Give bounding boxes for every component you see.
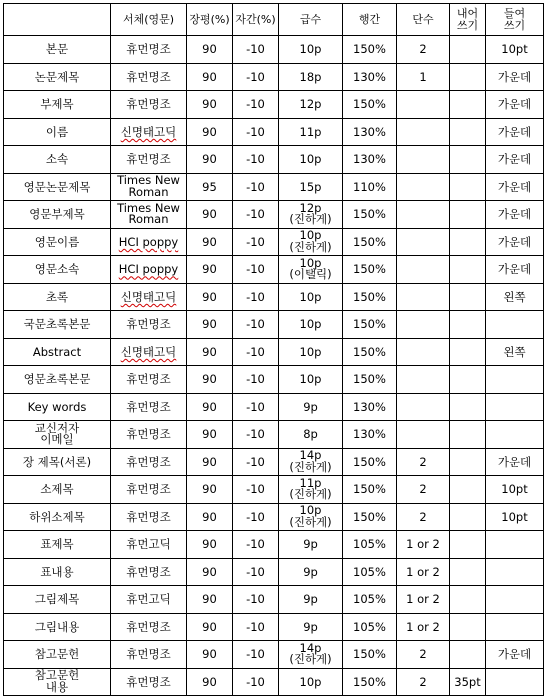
- table-row: [4, 63, 544, 91]
- style-name-cell: 그림내용: [4, 613, 111, 641]
- indent-cell: 가운데: [486, 256, 544, 284]
- indent-cell: 가운데: [486, 201, 544, 229]
- scale-cell: 90: [187, 586, 233, 614]
- outdent-cell: [450, 228, 486, 256]
- size-cell: 9p: [279, 531, 343, 559]
- leading-cell: 130%: [343, 393, 397, 421]
- font-cell: 신명태고딕: [111, 118, 187, 146]
- style-name-cell: 국문초록본문: [4, 311, 111, 339]
- size-cell: 12p: [279, 91, 343, 119]
- scale-cell: 90: [187, 91, 233, 119]
- spacing-cell: -10: [233, 36, 279, 64]
- spacing-cell: -10: [233, 118, 279, 146]
- table-row: [4, 613, 544, 641]
- table-row: [4, 393, 544, 421]
- outdent-cell: [450, 63, 486, 91]
- style-name-cell: 논문제목: [4, 63, 111, 91]
- indent-cell: 왼쪽: [486, 338, 544, 366]
- outdent-cell: [450, 503, 486, 531]
- leading-cell: 130%: [343, 63, 397, 91]
- leading-cell: 150%: [343, 476, 397, 504]
- scale-cell: 95: [187, 173, 233, 201]
- leading-cell: 150%: [343, 228, 397, 256]
- outdent-cell: [450, 558, 486, 586]
- outdent-cell: [450, 586, 486, 614]
- columns-cell: 2: [397, 476, 450, 504]
- indent-cell: 가운데: [486, 91, 544, 119]
- columns-cell: [397, 173, 450, 201]
- outdent-cell: [450, 311, 486, 339]
- scale-cell: 90: [187, 393, 233, 421]
- outdent-cell: 35pt: [450, 668, 486, 696]
- leading-cell: 150%: [343, 36, 397, 64]
- leading-cell: 150%: [343, 338, 397, 366]
- style-name-cell: Key words: [4, 393, 111, 421]
- columns-cell: 2: [397, 503, 450, 531]
- columns-cell: [397, 421, 450, 449]
- outdent-cell: [450, 613, 486, 641]
- indent-cell: 가운데: [486, 173, 544, 201]
- spacing-cell: -10: [233, 503, 279, 531]
- scale-cell: 90: [187, 311, 233, 339]
- style-name-cell: 소속: [4, 146, 111, 174]
- columns-cell: 2: [397, 448, 450, 476]
- size-cell: 10p: [279, 311, 343, 339]
- spacing-cell: -10: [233, 531, 279, 559]
- header-font: 서체(영문): [111, 4, 187, 36]
- font-cell: 휴먼명조: [111, 503, 187, 531]
- outdent-cell: [450, 36, 486, 64]
- size-cell: 9p: [279, 613, 343, 641]
- scale-cell: 90: [187, 283, 233, 311]
- table-row: [4, 421, 544, 449]
- spacing-cell: -10: [233, 476, 279, 504]
- indent-cell: 10pt: [486, 503, 544, 531]
- columns-cell: 2: [397, 641, 450, 669]
- style-name-cell: 영문논문제목: [4, 173, 111, 201]
- outdent-cell: [450, 146, 486, 174]
- leading-cell: 150%: [343, 503, 397, 531]
- outdent-cell: [450, 476, 486, 504]
- columns-cell: [397, 366, 450, 394]
- table-row: [4, 283, 544, 311]
- spacing-cell: -10: [233, 91, 279, 119]
- table-row: [4, 256, 544, 284]
- font-cell: 휴먼명조: [111, 421, 187, 449]
- leading-cell: 105%: [343, 558, 397, 586]
- style-name-cell: 표내용: [4, 558, 111, 586]
- font-cell: Times New Roman: [111, 173, 187, 201]
- style-name-cell: 장 제목(서론): [4, 448, 111, 476]
- style-name-cell: 영문이름: [4, 228, 111, 256]
- size-cell: 10p: [279, 283, 343, 311]
- font-cell: 휴먼명조: [111, 91, 187, 119]
- scale-cell: 90: [187, 641, 233, 669]
- table-row: [4, 338, 544, 366]
- spacing-cell: -10: [233, 311, 279, 339]
- table-row: [4, 448, 544, 476]
- spacing-cell: -10: [233, 421, 279, 449]
- indent-cell: [486, 366, 544, 394]
- scale-cell: 90: [187, 613, 233, 641]
- size-cell: 8p: [279, 421, 343, 449]
- leading-cell: 150%: [343, 283, 397, 311]
- columns-cell: [397, 91, 450, 119]
- spacing-cell: -10: [233, 63, 279, 91]
- style-name-cell: 영문초록본문: [4, 366, 111, 394]
- spacing-cell: -10: [233, 393, 279, 421]
- columns-cell: [397, 228, 450, 256]
- font-cell: Times New Roman: [111, 201, 187, 229]
- style-name-cell: 교신저자 이메일: [4, 421, 111, 449]
- style-name-cell: 그림제목: [4, 586, 111, 614]
- columns-cell: 1 or 2: [397, 558, 450, 586]
- size-cell: 10p: [279, 668, 343, 696]
- scale-cell: 90: [187, 146, 233, 174]
- style-name-cell: 하위소제목: [4, 503, 111, 531]
- font-cell: 휴먼명조: [111, 476, 187, 504]
- size-cell: 10p: [279, 366, 343, 394]
- indent-cell: 10pt: [486, 476, 544, 504]
- table-row: [4, 476, 544, 504]
- scale-cell: 90: [187, 421, 233, 449]
- spacing-cell: -10: [233, 448, 279, 476]
- outdent-cell: [450, 283, 486, 311]
- font-cell: 휴먼명조: [111, 558, 187, 586]
- leading-cell: 150%: [343, 256, 397, 284]
- size-cell: 14p (진하게): [279, 641, 343, 669]
- header-leading: 행간: [343, 4, 397, 36]
- leading-cell: 130%: [343, 421, 397, 449]
- scale-cell: 90: [187, 256, 233, 284]
- style-name-cell: 이름: [4, 118, 111, 146]
- font-cell: 휴먼명조: [111, 146, 187, 174]
- scale-cell: 90: [187, 503, 233, 531]
- style-name-cell: 영문소속: [4, 256, 111, 284]
- size-cell: 11p: [279, 118, 343, 146]
- table-row: [4, 201, 544, 229]
- spacing-cell: -10: [233, 641, 279, 669]
- indent-cell: [486, 393, 544, 421]
- font-cell: 휴먼명조: [111, 393, 187, 421]
- spacing-cell: -10: [233, 201, 279, 229]
- size-cell: 10p: [279, 338, 343, 366]
- columns-cell: 2: [397, 36, 450, 64]
- leading-cell: 150%: [343, 311, 397, 339]
- size-cell: 10p (진하게): [279, 228, 343, 256]
- font-cell: 휴먼명조: [111, 613, 187, 641]
- outdent-cell: [450, 256, 486, 284]
- outdent-cell: [450, 641, 486, 669]
- indent-cell: [486, 586, 544, 614]
- leading-cell: 150%: [343, 366, 397, 394]
- indent-cell: 가운데: [486, 228, 544, 256]
- spacing-cell: -10: [233, 366, 279, 394]
- outdent-cell: [450, 531, 486, 559]
- indent-cell: 가운데: [486, 118, 544, 146]
- scale-cell: 90: [187, 668, 233, 696]
- size-cell: 9p: [279, 558, 343, 586]
- leading-cell: 130%: [343, 118, 397, 146]
- indent-cell: [486, 531, 544, 559]
- leading-cell: 150%: [343, 668, 397, 696]
- columns-cell: 1 or 2: [397, 586, 450, 614]
- columns-cell: [397, 283, 450, 311]
- spacing-cell: -10: [233, 668, 279, 696]
- columns-cell: 1 or 2: [397, 531, 450, 559]
- leading-cell: 110%: [343, 173, 397, 201]
- table-row: [4, 503, 544, 531]
- font-cell: 휴먼고딕: [111, 586, 187, 614]
- indent-cell: 가운데: [486, 63, 544, 91]
- table-body: [4, 4, 544, 696]
- size-cell: 14p (진하게): [279, 448, 343, 476]
- scale-cell: 90: [187, 448, 233, 476]
- columns-cell: [397, 256, 450, 284]
- table-row: [4, 36, 544, 64]
- style-name-cell: Abstract: [4, 338, 111, 366]
- scale-cell: 90: [187, 63, 233, 91]
- leading-cell: 150%: [343, 91, 397, 119]
- table-row: [4, 91, 544, 119]
- leading-cell: 105%: [343, 531, 397, 559]
- header-row: [4, 4, 544, 36]
- size-cell: 11p (진하게): [279, 476, 343, 504]
- size-cell: 10p (진하게): [279, 503, 343, 531]
- font-cell: HCI poppy: [111, 228, 187, 256]
- spacing-cell: -10: [233, 613, 279, 641]
- table-row: [4, 228, 544, 256]
- header-spacing: 자간(%): [233, 4, 279, 36]
- header-indent: 들여 쓰기: [486, 4, 544, 36]
- indent-cell: 10pt: [486, 36, 544, 64]
- style-name-cell: 소제목: [4, 476, 111, 504]
- header-blank: [4, 4, 111, 36]
- spacing-cell: -10: [233, 256, 279, 284]
- style-name-cell: 참고문헌: [4, 641, 111, 669]
- indent-cell: 왼쪽: [486, 283, 544, 311]
- outdent-cell: [450, 366, 486, 394]
- header-scale: 장평(%): [187, 4, 233, 36]
- table-row: [4, 311, 544, 339]
- style-name-cell: 표제목: [4, 531, 111, 559]
- spacing-cell: -10: [233, 558, 279, 586]
- font-cell: 휴먼명조: [111, 668, 187, 696]
- style-name-cell: 초록: [4, 283, 111, 311]
- scale-cell: 90: [187, 531, 233, 559]
- outdent-cell: [450, 448, 486, 476]
- columns-cell: [397, 338, 450, 366]
- size-cell: 10p: [279, 36, 343, 64]
- indent-cell: 가운데: [486, 448, 544, 476]
- header-size: 급수: [279, 4, 343, 36]
- font-cell: 휴먼명조: [111, 36, 187, 64]
- header-columns: 단수: [397, 4, 450, 36]
- indent-cell: 가운데: [486, 641, 544, 669]
- indent-cell: [486, 311, 544, 339]
- style-name-cell: 본문: [4, 36, 111, 64]
- font-cell: 휴먼명조: [111, 366, 187, 394]
- font-cell: 휴먼고딕: [111, 531, 187, 559]
- indent-cell: [486, 613, 544, 641]
- font-cell: 휴먼명조: [111, 311, 187, 339]
- font-cell: 신명태고딕: [111, 283, 187, 311]
- table-row: [4, 173, 544, 201]
- table-row: [4, 586, 544, 614]
- scale-cell: 90: [187, 118, 233, 146]
- size-cell: 9p: [279, 586, 343, 614]
- columns-cell: [397, 393, 450, 421]
- scale-cell: 90: [187, 36, 233, 64]
- columns-cell: 2: [397, 668, 450, 696]
- leading-cell: 150%: [343, 448, 397, 476]
- table-row: [4, 118, 544, 146]
- columns-cell: [397, 311, 450, 339]
- document-page: [3, 3, 544, 696]
- outdent-cell: [450, 338, 486, 366]
- scale-cell: 90: [187, 476, 233, 504]
- indent-cell: [486, 558, 544, 586]
- table-row: [4, 558, 544, 586]
- indent-cell: [486, 421, 544, 449]
- style-name-cell: 참고문헌 내용: [4, 668, 111, 696]
- size-cell: 10p (이탤릭): [279, 256, 343, 284]
- outdent-cell: [450, 201, 486, 229]
- columns-cell: [397, 118, 450, 146]
- leading-cell: 130%: [343, 146, 397, 174]
- spacing-cell: -10: [233, 586, 279, 614]
- spacing-cell: -10: [233, 173, 279, 201]
- size-cell: 12p (진하게): [279, 201, 343, 229]
- font-cell: 신명태고딕: [111, 338, 187, 366]
- scale-cell: 90: [187, 366, 233, 394]
- font-cell: 휴먼명조: [111, 63, 187, 91]
- leading-cell: 150%: [343, 641, 397, 669]
- header-outdent: 내어 쓰기: [450, 4, 486, 36]
- leading-cell: 150%: [343, 201, 397, 229]
- outdent-cell: [450, 173, 486, 201]
- table-row: [4, 366, 544, 394]
- spacing-cell: -10: [233, 338, 279, 366]
- size-cell: 15p: [279, 173, 343, 201]
- font-cell: 휴먼명조: [111, 641, 187, 669]
- table-row: [4, 531, 544, 559]
- columns-cell: 1: [397, 63, 450, 91]
- size-cell: 9p: [279, 393, 343, 421]
- spacing-cell: -10: [233, 146, 279, 174]
- size-cell: 18p: [279, 63, 343, 91]
- style-name-cell: 영문부제목: [4, 201, 111, 229]
- scale-cell: 90: [187, 201, 233, 229]
- leading-cell: 105%: [343, 613, 397, 641]
- scale-cell: 90: [187, 558, 233, 586]
- outdent-cell: [450, 118, 486, 146]
- columns-cell: [397, 201, 450, 229]
- table-row: [4, 641, 544, 669]
- table-row: [4, 668, 544, 696]
- font-cell: 휴먼명조: [111, 448, 187, 476]
- outdent-cell: [450, 421, 486, 449]
- scale-cell: 90: [187, 338, 233, 366]
- leading-cell: 105%: [343, 586, 397, 614]
- table-row: [4, 146, 544, 174]
- scale-cell: 90: [187, 228, 233, 256]
- spacing-cell: -10: [233, 228, 279, 256]
- size-cell: 10p: [279, 146, 343, 174]
- indent-cell: [486, 668, 544, 696]
- columns-cell: [397, 146, 450, 174]
- indent-cell: 가운데: [486, 146, 544, 174]
- style-name-cell: 부제목: [4, 91, 111, 119]
- font-cell: HCI poppy: [111, 256, 187, 284]
- outdent-cell: [450, 91, 486, 119]
- style-spec-table: [3, 3, 544, 696]
- spacing-cell: -10: [233, 283, 279, 311]
- outdent-cell: [450, 393, 486, 421]
- columns-cell: 1 or 2: [397, 613, 450, 641]
